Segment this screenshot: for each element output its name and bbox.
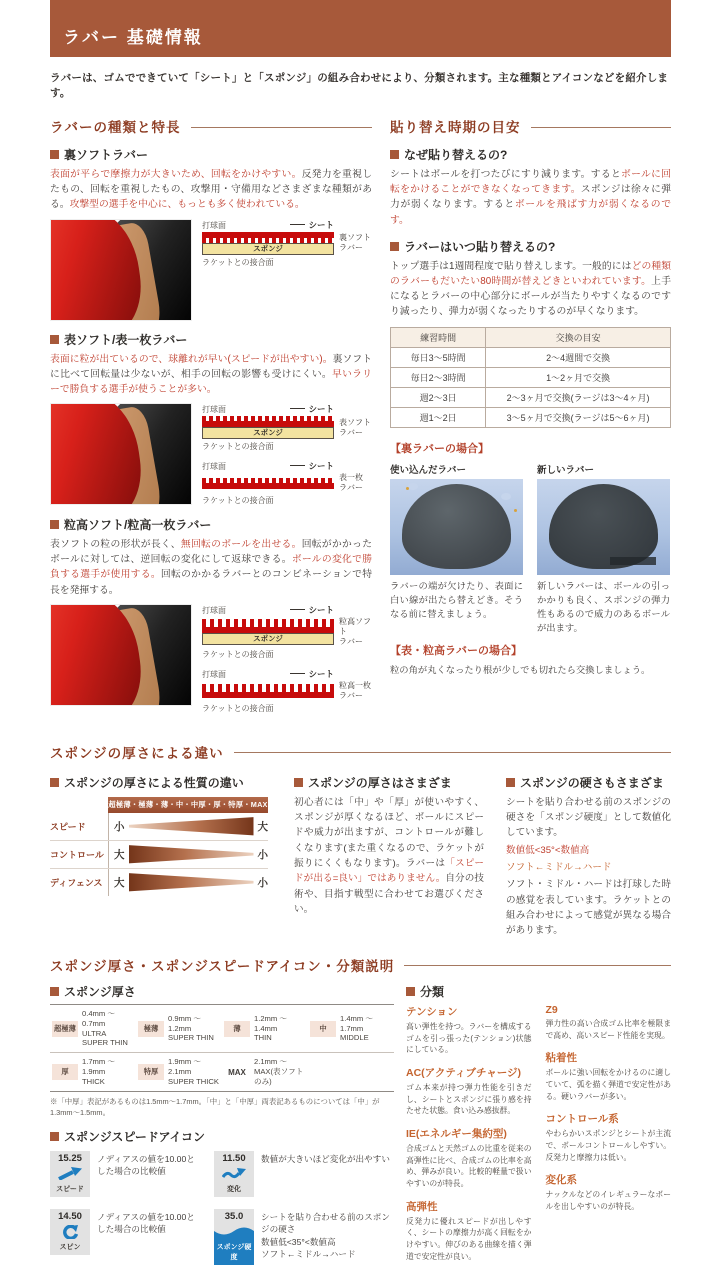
- sponge-fleck: [406, 487, 409, 490]
- thickness-cell: 薄 1.2mm 〜 1.4mm THIN: [222, 1005, 308, 1052]
- new-rubber-label: 新しいラバー: [537, 465, 595, 477]
- hit-surface-label: 打球面: [202, 220, 226, 230]
- thickness-cell: 超極薄 0.4mm 〜 0.7mm ULTRA SUPER THIN: [50, 1005, 136, 1052]
- chipped-edge: [501, 493, 511, 500]
- thickness-cell: 厚 1.7mm 〜 1.9mm THICK: [50, 1053, 136, 1091]
- back-rubber-case-heading: 【裏ラバーの場合】: [390, 443, 489, 456]
- bullet-square-icon: [50, 778, 59, 787]
- racket-side-label: ラケットとの接合面: [202, 442, 274, 452]
- thickness-chip: 薄: [224, 1021, 250, 1037]
- sponge-speed-icons: [50, 1151, 394, 1265]
- why-replace-heading: なぜ貼り替えるの?: [390, 146, 671, 163]
- rubber-sheets-photo: [50, 604, 192, 706]
- worn-rubber-photo: [390, 479, 523, 575]
- thickness-variety-desc: 初心者には「中」や「厚」が使いやすく、スポンジが厚くなるほど、ボールにスピードや威力が出ますが、コントロールが難しくなります(また重くなるので、ラケットが振りにくくもなります)。ラバーは「スピードが出る=良い」ではありません。自分の技術や、目指す戦型に合わせてお選びください。: [294, 796, 484, 916]
- sponge-thickness-spec-table: [50, 1004, 394, 1092]
- section-title-spec: スポンジ厚さ・スポンジスピードアイコン・分類説明: [50, 955, 671, 975]
- sheet-label: シート: [290, 460, 334, 472]
- hardness-desc-2: ソフト・ミドル・ハードは打球した時の感覚を表しています。ラケットとの組み合わせによって感覚が異なる場合があります。: [506, 879, 671, 937]
- thickness-variety-heading: スポンジの厚さはさまざま: [294, 774, 484, 791]
- bullet-square-icon: [406, 987, 415, 996]
- rubber-logo-band: [610, 557, 656, 565]
- hit-surface-label: 打球面: [202, 605, 226, 615]
- sponge-hardness-icon-item: 35.0 スポンジ硬度 シートを貼り合わせる前のスポンジの硬さ 数値低<35°<数値高 ソフト←ミドル→ハード: [214, 1209, 394, 1265]
- classification-control: コントロール系 やわらかいスポンジとシートが主流で、ボールコントロールしやすい。反発力と摩擦力は低い。: [545, 1113, 671, 1162]
- why-replace-desc: シートはボールを打つたびにすり減ります。するとボールに回転をかけることができなくなってきます。スポンジは徐々に弾力が弱くなります。するとボールを飛ばす力が弱くなるのです。: [390, 169, 671, 226]
- thickness-cell: 特厚 1.9mm 〜 2.1mm SUPER THICK: [136, 1053, 222, 1091]
- sponge-layer: スポンジ: [202, 243, 334, 255]
- section-title-replacement: 貼り替え時期の目安: [390, 116, 671, 136]
- gradient-wedge-descending: [129, 873, 254, 892]
- sponge-layer: スポンジ: [202, 633, 334, 645]
- sponge-wave-icon: [214, 1224, 254, 1240]
- table-row: 週1〜2日 3〜5ヶ月で交換(ラージは5〜6ヶ月): [391, 408, 671, 428]
- table-row: 毎日3〜5時間 2〜4週間で交換: [391, 348, 671, 368]
- classification-section: [406, 983, 671, 1271]
- thickness-chip: 特厚: [138, 1064, 164, 1080]
- new-rubber-caption: 新しいラバーは、ボールの引っかかりも良く、スポンジの弾力性もあるので威力のあるボールが出ます。: [537, 581, 670, 634]
- diagram-side-label: 粒高ソフト ラバー: [339, 616, 371, 646]
- replacement-section: [390, 116, 671, 724]
- col-header-interval: 交換の目安: [486, 328, 671, 348]
- pips-rubber-case-heading: 【表・粒高ラバーの場合】: [390, 645, 522, 658]
- type-heading-pips-out: 表ソフト/表一枚ラバー: [50, 331, 372, 348]
- thickness-cell: 中 1.4mm 〜 1.7mm MIDDLE: [308, 1005, 394, 1052]
- worn-rubber-caption: ラバーの端が欠けたり、表面に白い線が出たら替えどき。そうなる前に替えましょう。: [390, 581, 523, 620]
- bullet-square-icon: [390, 242, 399, 251]
- page-title: ラバー 基礎情報: [63, 28, 203, 47]
- rubber-sheets-photo: [50, 219, 192, 321]
- sheet-label: シート: [290, 219, 334, 231]
- hit-surface-label: 打球面: [202, 462, 226, 472]
- section-title-thickness: スポンジの厚さによる違い: [50, 742, 671, 762]
- when-replace-heading: ラバーはいつ貼り替えるの?: [390, 238, 671, 255]
- speed-icons-heading: スポンジスピードアイコン: [50, 1128, 394, 1145]
- spec-section: [50, 955, 671, 1271]
- bullet-square-icon: [50, 150, 59, 159]
- chart-row-defense: ディフェンス 大 小: [50, 868, 268, 896]
- thickness-cell: MAX 2.1mm 〜 MAX(表ソフトのみ): [222, 1053, 308, 1091]
- rubber-sheets-photo: [50, 403, 192, 505]
- classification-z9: Z9 弾力性の高い合成ゴム比率を極限まで高め、高いスピード性能を実現。: [545, 1003, 671, 1040]
- rubber-types-section: [50, 116, 372, 724]
- sponge-layer: スポンジ: [202, 427, 334, 439]
- table-row: 毎日2〜3時間 1〜2ヶ月で交換: [391, 368, 671, 388]
- hardness-desc-1: シートを貼り合わせる前のスポンジの硬さを「スポンジ硬度」として数値化しています。: [506, 796, 671, 839]
- sponge-fleck: [514, 509, 517, 512]
- racket-side-label: ラケットとの接合面: [202, 649, 274, 659]
- layer-diagram-long-pips-single: [202, 668, 374, 714]
- bullet-square-icon: [50, 987, 59, 996]
- classification-ac: AC(アクティブチャージ) ゴム本来が持つ弾力性能を引きだし、シートとスポンジに張り感を持たせた状態。食い込み感抜群。: [406, 1066, 532, 1116]
- curved-arrow-icon: [50, 1224, 90, 1240]
- racket-side-label: ラケットとの接合面: [202, 703, 274, 713]
- thickness-chip: 超極薄: [52, 1021, 78, 1037]
- spin-icon: 14.50 スピン: [50, 1209, 90, 1265]
- classification-high-elastic: 高弾性 反発力に優れスピードが出しやすく、シートの摩擦力が高く回転をかけやすい。伸びのある曲線を描く弾道で安定性が良い。: [406, 1200, 532, 1261]
- col-header-practice-time: 練習時間: [391, 328, 486, 348]
- layer-diagram-pips-single: [202, 460, 374, 506]
- diagram-side-label: 表一枚 ラバー: [339, 473, 363, 493]
- chipped-edge: [408, 483, 418, 490]
- hardness-scale-labels: ソフト←ミドル→ハード: [506, 862, 612, 874]
- new-rubber-photo: [537, 479, 670, 575]
- sponge-thickness-table-heading: スポンジ厚さ: [50, 983, 394, 1000]
- hit-surface-label: 打球面: [202, 669, 226, 679]
- thickness-chip-max: MAX: [228, 1067, 246, 1077]
- sheet-layer: [202, 483, 334, 489]
- layer-diagram-back-soft: [202, 219, 374, 268]
- type-desc-pips-out: 表面に粒が出ているので、球離れが早い(スピードが出やすい)。裏ソフトに比べて回転量は少ないが、相手の回転の影響も受けにくい。早いラリーで勝負する選手が使うことが多い。: [50, 353, 373, 395]
- type-desc-long-pips: 表ソフトの粒の形状が長く、無回転のボールを出せる。回転がかかったボールに対しては、逆回転の変化にして返球できる。ボールの変化で勝負する選手が使用する。回転のかかるラバーとのコンビネーションで特長を発揮する。: [50, 539, 372, 596]
- bullet-square-icon: [390, 150, 399, 159]
- replacement-interval-table: [390, 327, 671, 428]
- diagram-side-label: 裏ソフト ラバー: [339, 233, 371, 253]
- thickness-scale-header: 超極薄・極薄・薄・中・中厚・厚・特厚・MAX: [108, 797, 268, 813]
- type-heading-long-pips: 粒高ソフト/粒高一枚ラバー: [50, 516, 372, 533]
- intro-text: ラバーは、ゴムでできていて「シート」と「スポンジ」の組み合わせにより、分類されます。主な種類とアイコンなどを紹介します。: [50, 72, 669, 99]
- sponge-thickness-section: [50, 742, 671, 939]
- gradient-wedge-descending: [129, 845, 254, 864]
- hardness-scale: 数値低<35°<数値高: [506, 844, 590, 856]
- type-desc-back-soft: 表面が平らで摩擦力が大きいため、回転をかけやすい。反発力を重視したもの、回転を重視したもの、攻撃用・守備用などさまざまな種類がある。攻撃型の選手を中心に、もっとも多く使われている。: [50, 169, 373, 211]
- speed-icon: 15.25 スピード: [50, 1151, 90, 1197]
- bullet-square-icon: [294, 778, 303, 787]
- layer-diagram-pips-soft: [202, 403, 374, 452]
- speed-icon-item: 15.25 スピード ノディアスの値を10.00とした場合の比較値: [50, 1151, 202, 1197]
- bullet-square-icon: [506, 778, 515, 787]
- when-replace-desc: トップ選手は1週間程度で貼り替えします。一般的にはどの種類のラバーもだいたい80時間が替えどきといわれています。上手になるとラバーの中心部分にボールが当たりやすくなるのですり減ったり、弾力が弱くなったりするのが早くなります。: [390, 260, 672, 318]
- diagram-side-label: 表ソフト ラバー: [339, 417, 371, 437]
- page-header: [50, 0, 671, 57]
- bullet-square-icon: [50, 520, 59, 529]
- pips-rubber-case-caption: 粒の角が丸くなったり根が少しでも切れたら交換しましょう。: [390, 665, 651, 676]
- thickness-chip: 極薄: [138, 1021, 164, 1037]
- bullet-square-icon: [50, 1132, 59, 1141]
- hardness-variety-heading: スポンジの硬さもさまざま: [506, 774, 671, 791]
- hit-surface-label: 打球面: [202, 405, 226, 415]
- chart-row-speed: スピード 小 大: [50, 813, 268, 840]
- worn-rubber-label: 使い込んだラバー: [390, 465, 467, 477]
- thickness-chip: 中: [310, 1021, 336, 1037]
- racket-side-label: ラケットとの接合面: [202, 496, 274, 506]
- thickness-chip: 厚: [52, 1064, 78, 1080]
- classification-variation: 変化系 ナックルなどのイレギュラーなボールを出しやすいのが特長。: [545, 1174, 671, 1211]
- sheet-label: シート: [290, 604, 334, 616]
- section-title-types: ラバーの種類と特長: [50, 116, 372, 136]
- sheet-layer: [202, 692, 334, 698]
- racket-side-label: ラケットとの接合面: [202, 257, 274, 267]
- classification-tacky: 粘着性 ボールに強い回転をかけるのに適していて、弧を描く弾道で安定性がある。硬いラバーが多い。: [545, 1052, 671, 1101]
- sheet-label: シート: [290, 668, 334, 680]
- thickness-cell: 極薄 0.9mm 〜 1.2mm SUPER THIN: [136, 1005, 222, 1052]
- property-chart-heading: スポンジの厚さによる性質の違い: [50, 774, 268, 791]
- diagram-side-label: 粒高一枚 ラバー: [339, 680, 371, 700]
- wave-arrow-icon: [214, 1166, 254, 1182]
- thickness-note: ※「中厚」表記があるものは1.5mm〜1.7mm。「中」と「中厚」両表記あるものについては「中」が1.3mm〜1.5mm。: [50, 1096, 380, 1117]
- spin-icon-item: 14.50 スピン ノディアスの値を10.00とした場合の比較値: [50, 1209, 202, 1265]
- bullet-square-icon: [50, 335, 59, 344]
- sponge-hardness-icon: 35.0 スポンジ硬度: [214, 1209, 254, 1265]
- thickness-property-chart: [50, 797, 268, 896]
- new-rubber-shape: [549, 484, 658, 568]
- speed-arrow-icon: [50, 1166, 90, 1182]
- worn-rubber-shape: [402, 484, 511, 568]
- gradient-wedge-ascending: [129, 817, 254, 836]
- layer-diagram-long-pips-soft: [202, 604, 374, 660]
- sheet-label: シート: [290, 403, 334, 415]
- classification-tension: テンション 高い弾性を持つ。ラバーを構成するゴムを引っ張った(テンション)状態にしている。: [406, 1005, 532, 1055]
- type-heading-back-soft: 裏ソフトラバー: [50, 146, 372, 163]
- classification-heading: 分類: [406, 983, 671, 1000]
- change-icon-item: 11.50 変化 数値が大きいほど変化が出やすい: [214, 1151, 394, 1197]
- chart-row-control: コントロール 大 小: [50, 840, 268, 868]
- change-icon: 11.50 変化: [214, 1151, 254, 1197]
- table-row: 週2〜3日 2〜3ヶ月で交換(ラージは3〜4ヶ月): [391, 388, 671, 408]
- pips-layer: [202, 619, 334, 627]
- pips-layer: [202, 684, 334, 692]
- classification-ie: IE(エネルギー集約型) 合成ゴムと天然ゴムの比重を従来の高弾性に比べ、合成ゴムの比率を高め、弾みが良い。比較的軽量で扱いやすいのが特長。: [406, 1127, 532, 1188]
